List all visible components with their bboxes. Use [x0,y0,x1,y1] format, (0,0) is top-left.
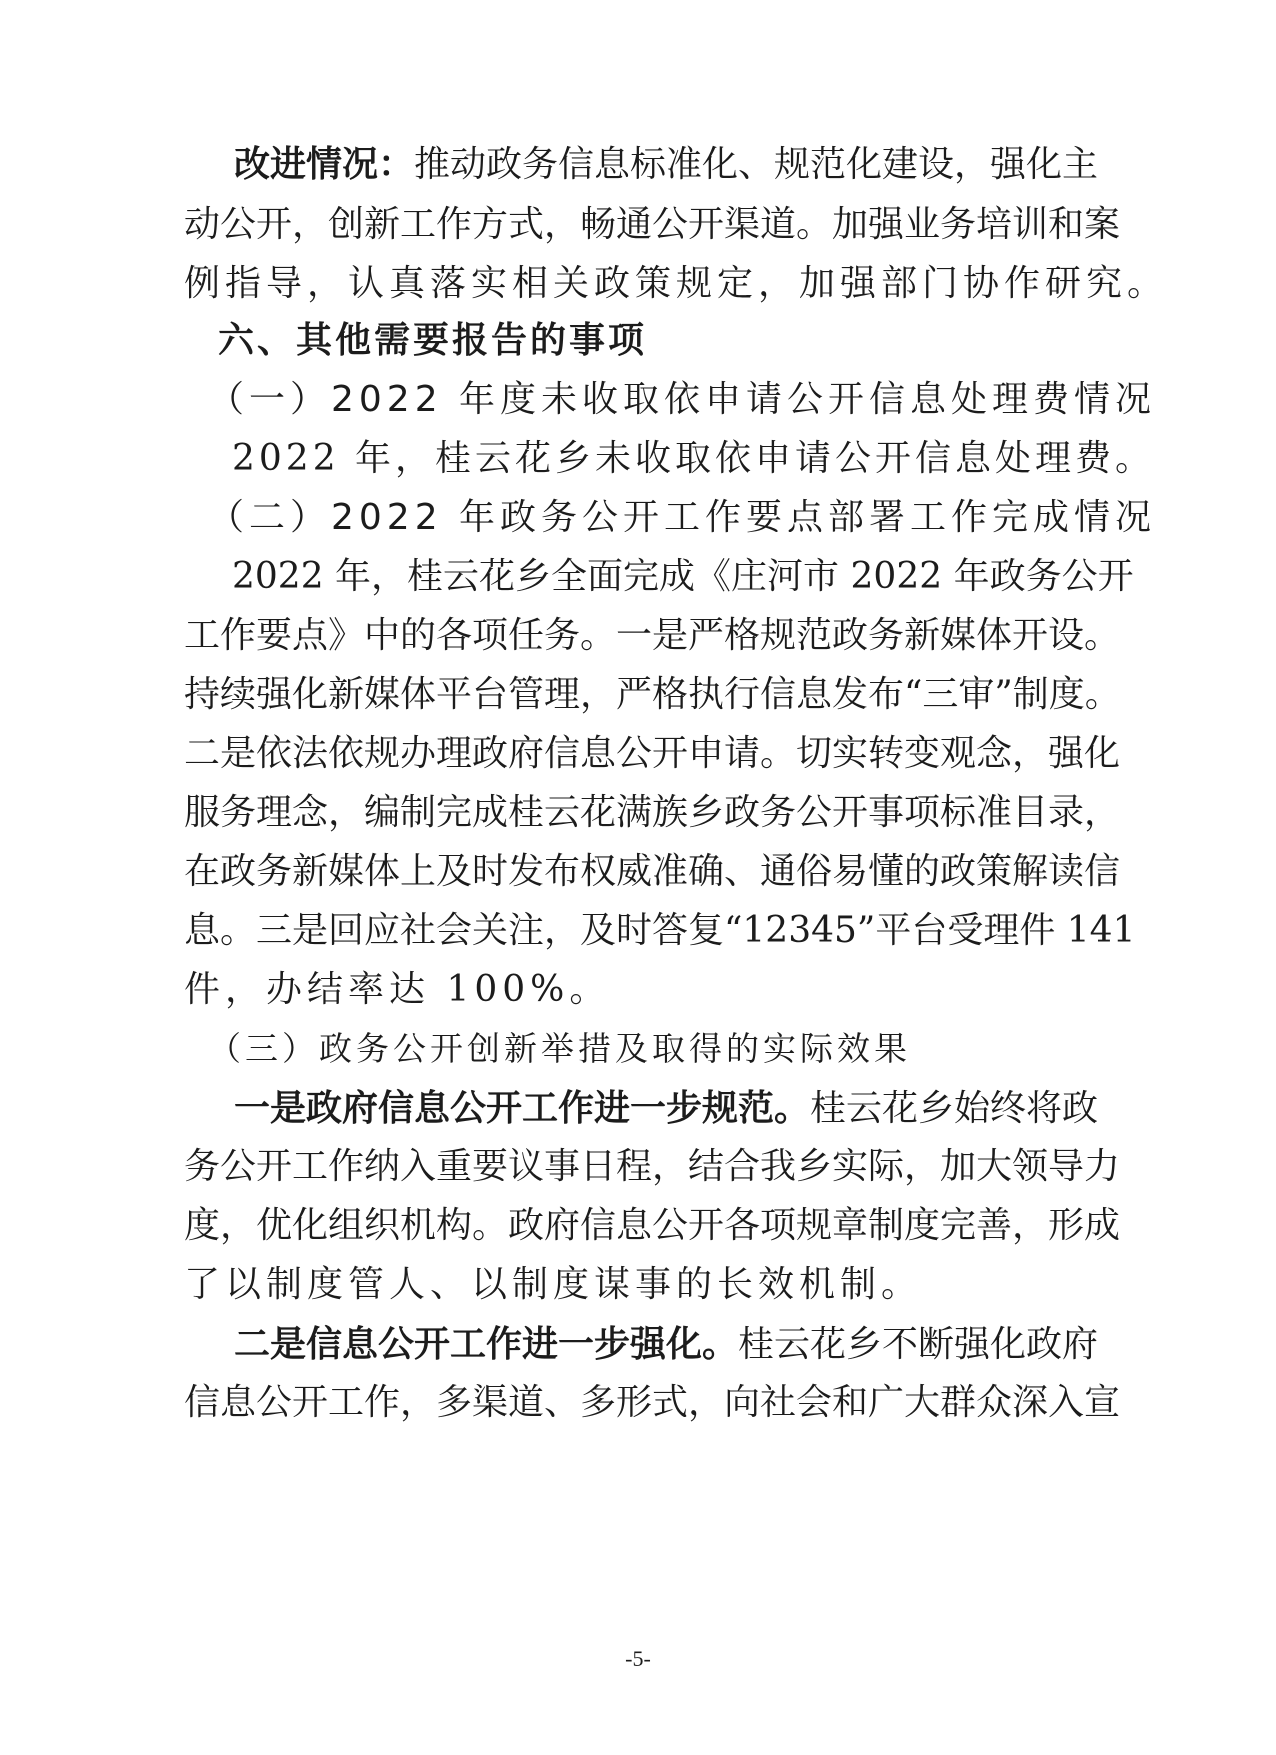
improvement-line-1-text: 推动政务信息标准化、规范化建设，强化主 [414,144,1099,185]
sub-2-line-6: 在政务新媒体上及时发布权威准确、通俗易懂的政策解读信 [184,851,1121,892]
improvement-line-3: 例指导，认真落实相关政策规定，加强部门协作研究。 [184,263,1169,304]
point-2-line-2: 信息公开工作，多渠道、多形式，向社会和广大群众深入宣 [184,1382,1121,1423]
point-1-line-1-text: 桂云花乡始终将政 [810,1088,1099,1129]
section-6-title: 六、其他需要报告的事项 [218,320,648,361]
improvement-line-2: 动公开，创新工作方式，畅通公开渠道。加强业务培训和案 [184,204,1121,245]
sub-1-title: （一）2022 年度未收取依申请公开信息处理费情况 [208,379,1157,420]
point-2-heading: 二是信息公开工作进一步强化。 [234,1323,739,1365]
sub-2-line-8: 件，办结率达 100%。 [184,969,611,1010]
sub-2-title: （二）2022 年政务公开工作要点部署工作完成情况 [208,497,1157,538]
point-2-line-1-text: 桂云花乡不断强化政府 [738,1324,1099,1365]
point-2-line-1 [234,1322,1099,1367]
sub-2-line-4: 二是依法依规办理政府信息公开申请。切实转变观念，强化 [184,733,1121,774]
sub-3-title: （三）政务公开创新举措及取得的实际效果 [208,1029,911,1068]
sub-1-line-1: 2022 年，桂云花乡未收取依申请公开信息处理费。 [232,438,1156,479]
point-1-line-2: 务公开工作纳入重要议事日程，结合我乡实际，加大领导力 [184,1146,1121,1187]
point-1-line-4: 了以制度管人、以制度谋事的长效机制。 [184,1264,923,1305]
sub-2-line-5: 服务理念，编制完成桂云花满族乡政务公开事项标准目录， [184,792,1121,833]
sub-2-line-2: 工作要点》中的各项任务。一是严格规范政务新媒体开设。 [184,615,1121,656]
point-1-line-1 [234,1086,1099,1131]
point-1-heading: 一是政府信息公开工作进一步规范。 [234,1087,811,1129]
improvement-line-1 [234,142,1099,187]
sub-2-line-3: 持续强化新媒体平台管理，严格执行信息发布“三审”制度。 [184,674,1121,715]
sub-2-line-1: 2022 年，桂云花乡全面完成《庄河市 2022 年政务公开 [232,556,1134,597]
improvement-label: 改进情况： [234,143,415,185]
page-number: -5- [625,1646,651,1671]
point-1-line-3: 度，优化组织机构。政府信息公开各项规章制度完善，形成 [184,1205,1121,1246]
sub-2-line-7: 息。三是回应社会关注，及时答复“12345”平台受理件 141 [184,910,1136,951]
